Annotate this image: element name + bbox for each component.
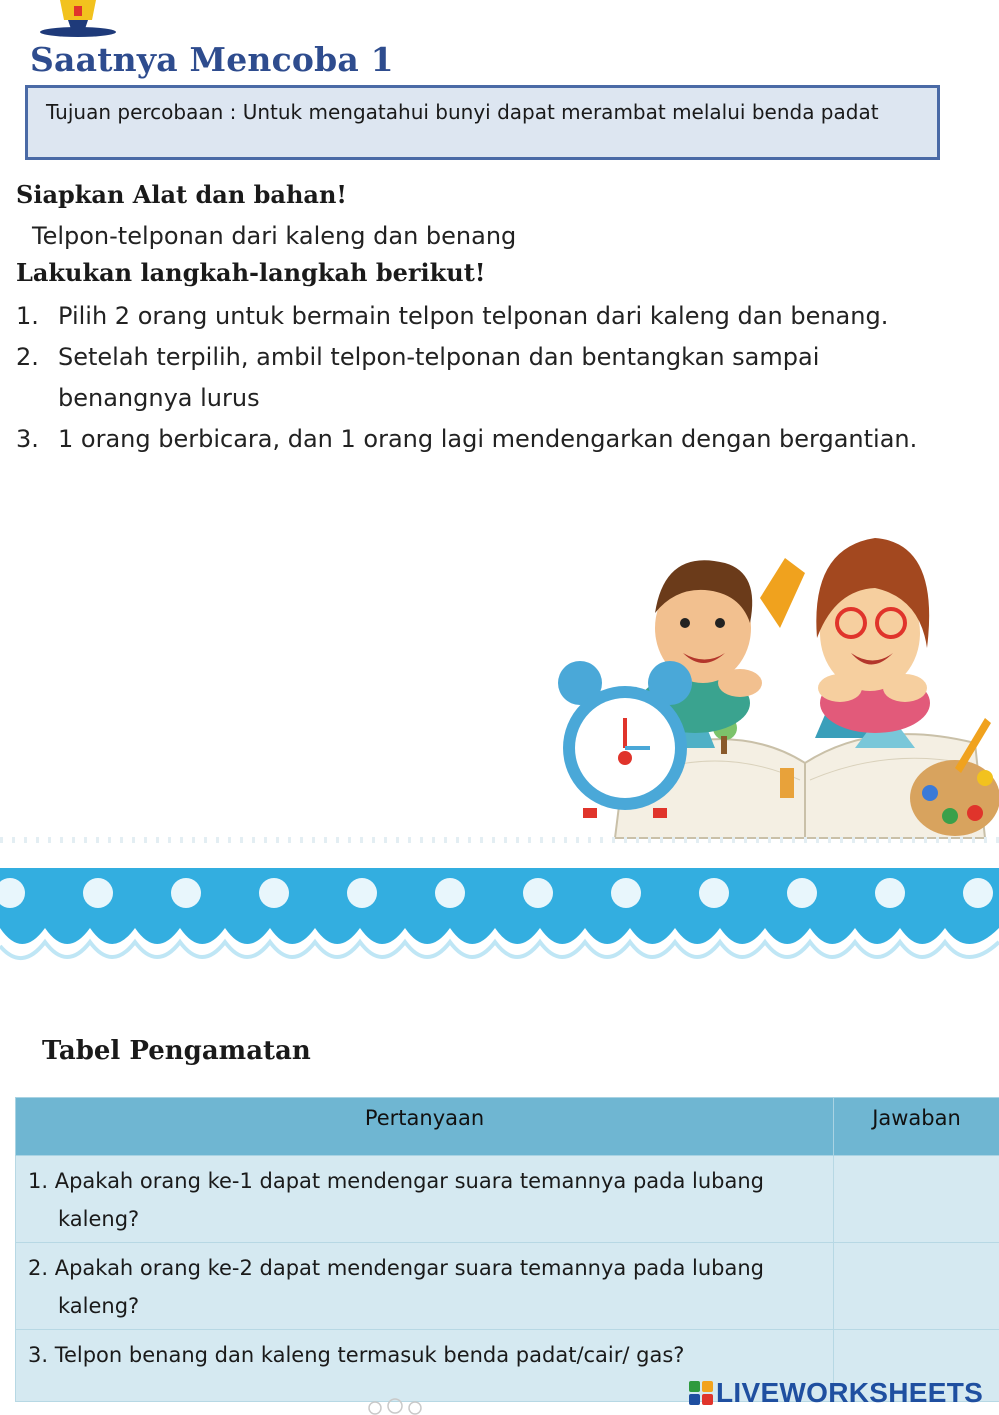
step-item: 2. Setelah terpilih, ambil telpon-telponan dan bentangkan sampai benangnya lurus: [16, 343, 820, 412]
kids-reading-illustration: [555, 518, 999, 848]
logo-squares-icon: [689, 1381, 713, 1405]
table-row: [16, 1156, 999, 1243]
goal-text: Tujuan percobaan : Untuk mengatahui bunyi dapat merambat melalui benda padat: [46, 100, 879, 124]
page-title: Saatnya Mencoba 1: [30, 40, 394, 79]
question-cell: 2. Apakah orang ke-2 dapat mendengar suara temannya pada lubang kaleng?: [16, 1243, 834, 1330]
steps-heading: Lakukan langkah-langkah berikut!: [16, 258, 486, 287]
answer-field[interactable]: [834, 1243, 999, 1330]
character-icon: [38, 0, 118, 40]
materials-heading: Siapkan Alat dan bahan!: [16, 180, 347, 209]
goal-box: [25, 85, 940, 160]
table-title: Tabel Pengamatan: [42, 1036, 311, 1066]
step-item: 3. 1 orang berbicara, dan 1 orang lagi mendengarkan dengan bergantian.: [16, 425, 918, 453]
liveworksheets-logo[interactable]: [689, 1376, 983, 1410]
table-header-row: [16, 1098, 999, 1156]
table-row: [16, 1243, 999, 1330]
header-answer: Jawaban: [834, 1098, 999, 1156]
dotted-divider: [0, 833, 999, 847]
step-item: 1. Pilih 2 orang untuk bermain telpon telponan dari kaleng dan benang.: [16, 302, 889, 330]
answer-field[interactable]: [834, 1156, 999, 1243]
steps-list: [16, 296, 976, 460]
question-cell: 1. Apakah orang ke-1 dapat mendengar suara temannya pada lubang kaleng?: [16, 1156, 834, 1243]
logo-text: LIVEWORKSHEETS: [716, 1377, 984, 1408]
decorative-banner: [0, 868, 999, 983]
flower-decoration-icon: [355, 1396, 435, 1415]
question-cell: 3. Telpon benang dan kaleng termasuk benda padat/cair/ gas?: [16, 1330, 834, 1402]
materials-text: Telpon-telponan dari kaleng dan benang: [32, 222, 517, 250]
observation-table: [15, 1097, 999, 1402]
header-question: Pertanyaan: [16, 1098, 834, 1156]
